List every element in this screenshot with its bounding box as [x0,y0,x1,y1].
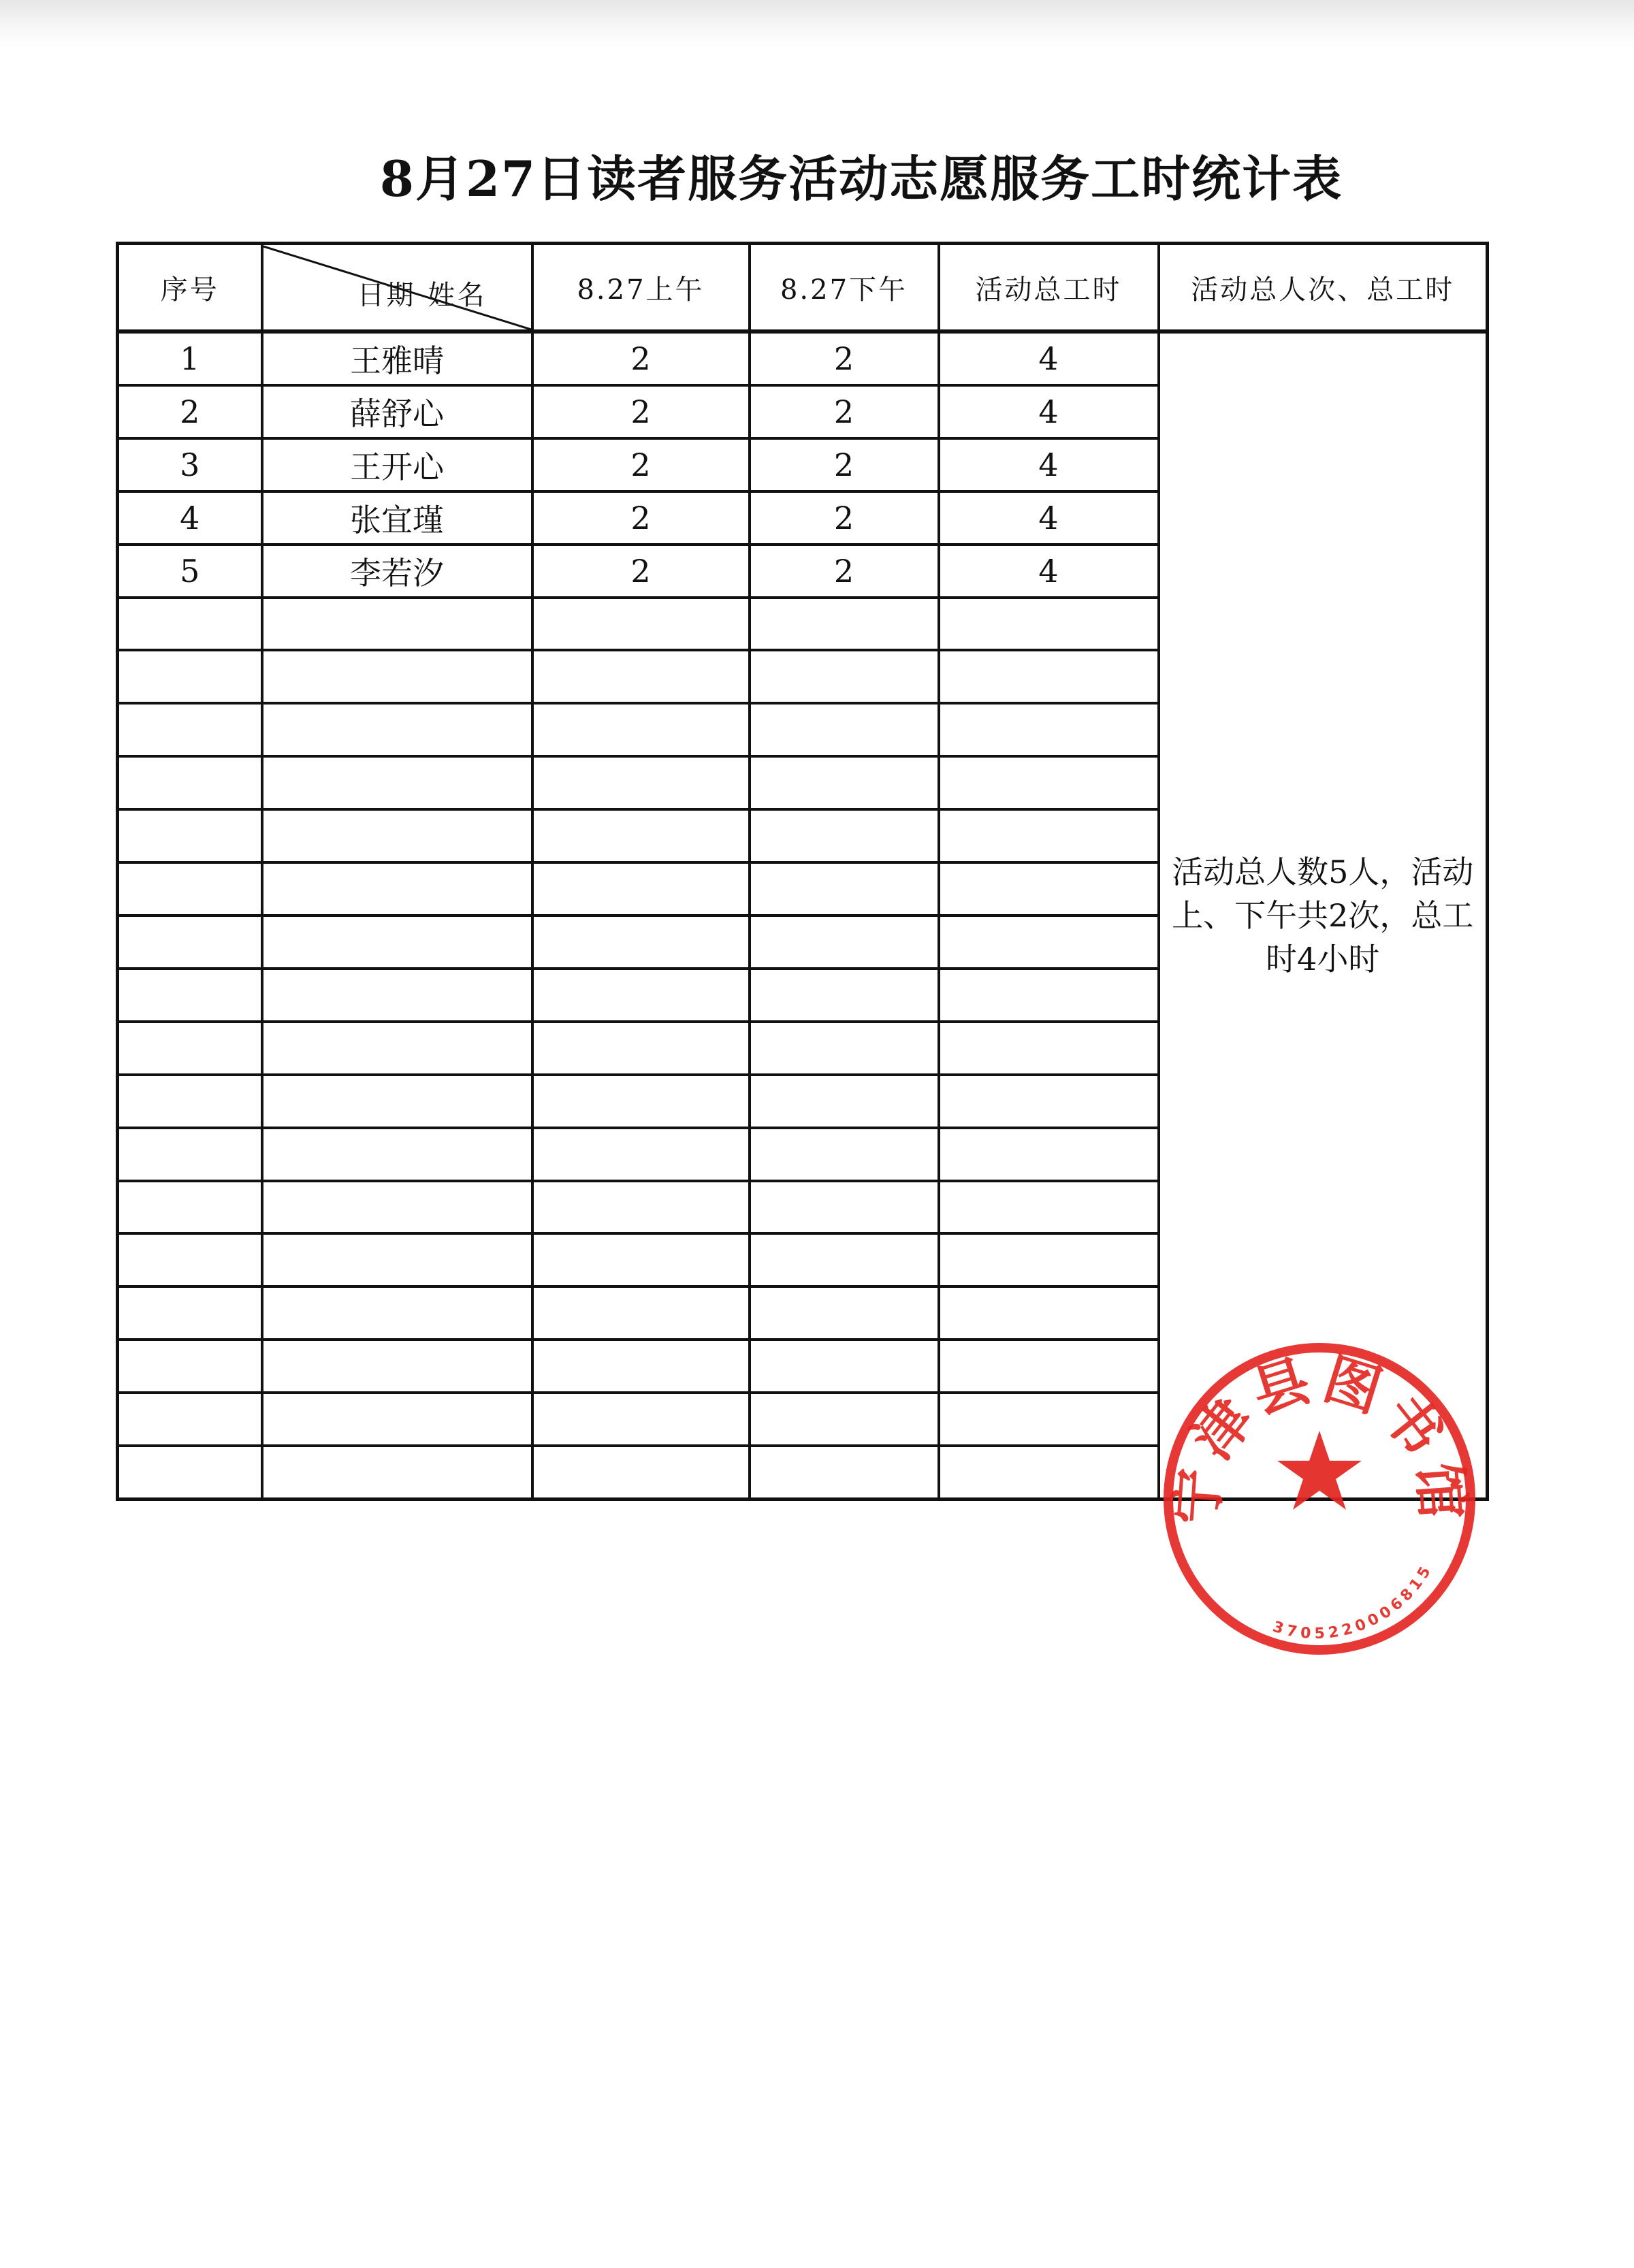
cell-seq [118,1286,262,1340]
cell-name [262,703,532,756]
cell-am [532,598,750,651]
table-row [118,331,1488,385]
cell-total [939,703,1159,756]
cell-am [532,1393,750,1446]
cell-total [939,969,1159,1022]
cell-pm: 2 [750,545,939,598]
cell-seq [118,1075,262,1128]
cell-seq [118,1128,262,1181]
cell-seq [118,916,262,969]
header-am: 8.27上午 [532,244,750,332]
cell-pm [750,1181,939,1234]
cell-name [262,756,532,809]
cell-name [262,1446,532,1499]
cell-am [532,916,750,969]
cell-total [939,1128,1159,1181]
cell-pm [750,1286,939,1340]
cell-pm: 2 [750,491,939,545]
cell-am [532,703,750,756]
cell-am [532,650,750,703]
cell-pm [750,969,939,1022]
cell-am: 2 [532,491,750,545]
cell-name [262,1128,532,1181]
cell-name [262,1286,532,1340]
seal-org-name: 宁津县图书馆 [1164,1346,1475,1527]
cell-am: 2 [532,331,750,385]
cell-am [532,969,750,1022]
cell-am [532,756,750,809]
cell-pm [750,598,939,651]
cell-pm [750,1075,939,1128]
cell-name [262,650,532,703]
cell-seq [118,862,262,916]
header-summary: 活动总人次、总工时 [1159,244,1488,332]
cell-seq [118,1022,262,1075]
cell-pm: 2 [750,331,939,385]
header-total-hours: 活动总工时 [939,244,1159,332]
scan-shadow-edge [0,0,1634,48]
cell-total [939,1233,1159,1286]
document-title: 8月27日读者服务活动志愿服务工时统计表 [379,150,1343,208]
cell-pm [750,1233,939,1286]
cell-seq [118,1393,262,1446]
cell-seq: 5 [118,545,262,598]
cell-pm [750,650,939,703]
cell-seq [118,969,262,1022]
cell-name [262,862,532,916]
cell-pm [750,809,939,862]
cell-seq [118,1233,262,1286]
cell-seq [118,809,262,862]
cell-name [262,809,532,862]
cell-name [262,1233,532,1286]
seal-star-icon [1277,1431,1362,1510]
cell-pm [750,1340,939,1393]
cell-pm [750,862,939,916]
cell-total [939,809,1159,862]
cell-name [262,916,532,969]
cell-name [262,969,532,1022]
cell-total: 4 [939,385,1159,438]
svg-text:3705220006815 [1270,1561,1436,1642]
cell-seq [118,1340,262,1393]
cell-seq: 4 [118,491,262,545]
header-pm: 8.27下午 [750,244,939,332]
cell-am [532,1181,750,1234]
summary-cell: 活动总人数5人，活动上、下午共2次，总工时4小时 [1159,331,1488,1500]
header-name-label: 姓名 [428,280,487,311]
seal-code: 3705220006815 [1270,1560,1437,1643]
cell-am: 2 [532,438,750,491]
cell-total [939,1075,1159,1128]
cell-total: 4 [939,438,1159,491]
cell-am: 2 [532,385,750,438]
cell-pm [750,756,939,809]
cell-pm [750,1128,939,1181]
cell-total [939,1446,1159,1499]
cell-seq [118,598,262,651]
cell-seq [118,1446,262,1499]
cell-name: 李若汐 [262,545,532,598]
cell-pm [750,1393,939,1446]
cell-name: 张宜瑾 [262,491,532,545]
cell-seq: 1 [118,331,262,385]
cell-name: 王雅晴 [262,331,532,385]
header-seq: 序号 [118,244,262,332]
cell-total [939,650,1159,703]
cell-am [532,809,750,862]
cell-seq [118,756,262,809]
volunteer-hours-table [116,242,1489,1501]
cell-name [262,1340,532,1393]
cell-pm [750,916,939,969]
cell-total: 4 [939,491,1159,545]
cell-name [262,1393,532,1446]
cell-seq: 3 [118,438,262,491]
header-date-name [262,244,532,332]
official-seal [1156,1335,1483,1662]
cell-total: 4 [939,331,1159,385]
cell-pm [750,703,939,756]
cell-am [532,1340,750,1393]
cell-name [262,598,532,651]
cell-total [939,1286,1159,1340]
cell-pm: 2 [750,385,939,438]
cell-total [939,1022,1159,1075]
cell-am [532,1286,750,1340]
header-row [118,244,1488,332]
cell-am [532,1128,750,1181]
cell-name [262,1075,532,1128]
cell-am: 2 [532,545,750,598]
cell-am [532,1022,750,1075]
cell-seq: 2 [118,385,262,438]
cell-total: 4 [939,545,1159,598]
cell-name [262,1022,532,1075]
cell-name: 王开心 [262,438,532,491]
cell-name [262,1181,532,1234]
cell-seq [118,650,262,703]
cell-seq [118,1181,262,1234]
cell-pm: 2 [750,438,939,491]
cell-total [939,1340,1159,1393]
cell-seq [118,703,262,756]
cell-total [939,916,1159,969]
cell-pm [750,1446,939,1499]
cell-am [532,1075,750,1128]
cell-total [939,862,1159,916]
cell-total [939,1181,1159,1234]
cell-name: 薛舒心 [262,385,532,438]
cell-total [939,756,1159,809]
cell-total [939,598,1159,651]
cell-am [532,1446,750,1499]
cell-total [939,1393,1159,1446]
cell-am [532,862,750,916]
header-date-label: 日期 [357,280,416,311]
cell-pm [750,1022,939,1075]
cell-am [532,1233,750,1286]
